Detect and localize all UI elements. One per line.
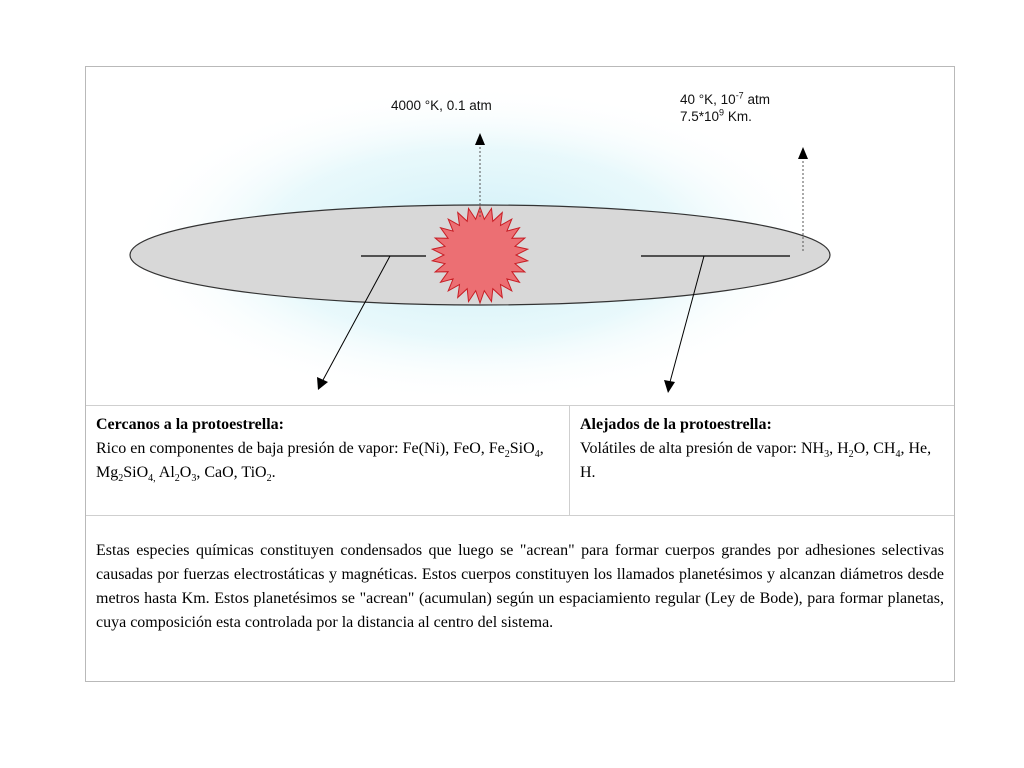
explanation-paragraph: Estas especies químicas constituyen condensados que luego se "acrean" para formar cuerpos grandes por adhesiones selectivas causadas por fuerzas electrostáticas y magnéticas. Estos cuerpos constituyen los llamados planetésimos y alcanzan diámetros desde metros hasta Km. Estos planetésimos se "acrean" (acumulan) según un espaciamiento regular (Ley de Bode), para formar planetas, cuya composición esta controlada por la distancia al centro del sistema.	[96, 542, 944, 631]
outer-label-unit: atm	[743, 92, 770, 107]
outer-label-line2	[680, 108, 770, 125]
near-description: Rico en componentes de baja presión de vapor: Fe(Ni), FeO, $Fe_2SiO_4$, $Mg_2SiO_{4,}$ $Al_2O_3$, CaO, TiO$_2$.	[96, 440, 544, 485]
explanation-row	[86, 515, 954, 681]
near-heading: Cercanos a la protoestrella:	[96, 416, 284, 433]
outer-label-distance-exponent: 9	[719, 107, 725, 118]
content-table	[85, 66, 955, 682]
diagram-canvas	[86, 67, 954, 405]
outer-label-line1	[680, 91, 770, 108]
outer-label-temp: 40 °K, 10	[680, 92, 736, 107]
inner-region-label	[391, 97, 492, 114]
composition-row	[86, 405, 954, 516]
far-protostar-cell	[570, 405, 954, 515]
outer-label-distance-unit: Km.	[724, 109, 752, 124]
outer-label-exponent: -7	[735, 90, 744, 101]
outer-region-label	[680, 91, 770, 125]
far-heading: Alejados de la protoestrella:	[580, 416, 772, 433]
near-protostar-cell	[86, 405, 570, 515]
protostar-disk-diagram	[86, 67, 954, 406]
inner-label-text: 4000 °K, 0.1 atm	[391, 98, 492, 113]
outer-label-distance: 7.5*10	[680, 109, 720, 124]
far-description: Volátiles de alta presión de vapor: $NH_3$, $H_2O$, $CH_4$, He, H.	[580, 440, 932, 481]
